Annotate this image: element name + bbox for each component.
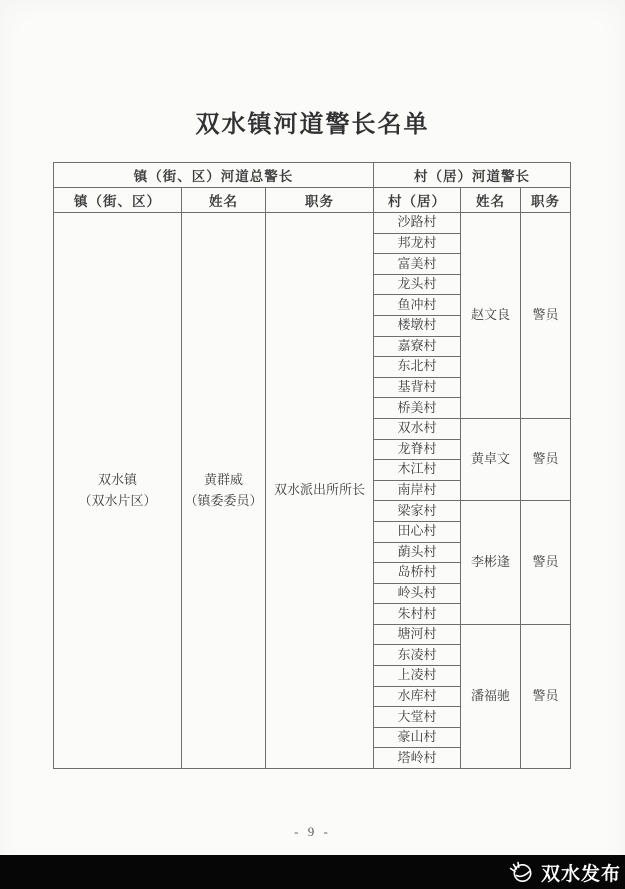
village-cell: 塘河村 [374, 624, 461, 645]
town-cell [54, 213, 182, 769]
officer-position-cell: 警员 [521, 213, 571, 419]
officer-name-cell: 李彬逢 [461, 501, 521, 625]
village-cell: 朱村村 [374, 604, 461, 625]
village-cell: 东北村 [374, 357, 461, 378]
officer-position-cell: 警员 [521, 501, 571, 625]
town-chief-position-cell: 双水派出所所长 [266, 213, 374, 769]
col-header-town-position: 职务 [266, 188, 374, 213]
page-title: 双水镇河道警长名单 [195, 112, 430, 138]
village-cell: 岭头村 [374, 583, 461, 604]
officer-name-cell: 黄卓文 [461, 418, 521, 500]
village-cell: 楼墩村 [374, 315, 461, 336]
town-cell-line: 双水镇 [97, 471, 137, 487]
col-header-town-name: 姓名 [182, 188, 266, 213]
page-number: - 9 - [294, 824, 331, 839]
town-cell-line: （双水片区） [78, 492, 157, 508]
header-village-chief-group: 村（居）河道警长 [374, 163, 571, 188]
village-cell: 沙路村 [374, 213, 461, 234]
officer-name-cell: 赵文良 [461, 213, 521, 419]
town-chief-name-cell-line: 黄群威 [203, 471, 243, 487]
village-cell: 基背村 [374, 377, 461, 398]
officer-name-cell: 潘福驰 [461, 624, 521, 768]
village-cell: 双水村 [374, 418, 461, 439]
table-row [54, 213, 571, 234]
town-chief-name-cell [182, 213, 266, 769]
col-header-village-position: 职务 [521, 188, 571, 213]
bird-circle-logo-icon [508, 859, 534, 885]
footer-brand-bar [0, 855, 625, 889]
officer-position-cell: 警员 [521, 624, 571, 768]
village-cell: 嘉寮村 [374, 336, 461, 357]
village-cell: 田心村 [374, 521, 461, 542]
village-cell: 东凌村 [374, 645, 461, 666]
river-police-chief-table [53, 162, 571, 769]
village-cell: 鱼冲村 [374, 295, 461, 316]
officer-position-cell: 警员 [521, 418, 571, 500]
col-header-town: 镇（街、区） [54, 188, 182, 213]
table-header-columns-row [54, 188, 571, 213]
village-cell: 木江村 [374, 460, 461, 481]
village-cell: 蓢头村 [374, 542, 461, 563]
village-cell: 塔岭村 [374, 748, 461, 769]
village-cell: 邦龙村 [374, 233, 461, 254]
brand-name: 双水发布 [540, 863, 621, 885]
header-town-chief-group: 镇（街、区）河道总警长 [54, 163, 374, 188]
village-cell: 富美村 [374, 254, 461, 275]
village-cell: 龙头村 [374, 274, 461, 295]
village-cell: 豪山村 [374, 727, 461, 748]
col-header-village: 村（居） [374, 188, 461, 213]
village-cell: 南岸村 [374, 480, 461, 501]
village-cell: 大堂村 [374, 707, 461, 728]
town-chief-name-cell-line: （镇委委员） [184, 492, 263, 508]
village-cell: 水库村 [374, 686, 461, 707]
table-header-group-row [54, 163, 571, 188]
village-cell: 梁家村 [374, 501, 461, 522]
village-cell: 上凌村 [374, 666, 461, 687]
col-header-village-name: 姓名 [461, 188, 521, 213]
village-cell: 岛桥村 [374, 563, 461, 584]
village-cell: 桥美村 [374, 398, 461, 419]
village-cell: 龙脊村 [374, 439, 461, 460]
